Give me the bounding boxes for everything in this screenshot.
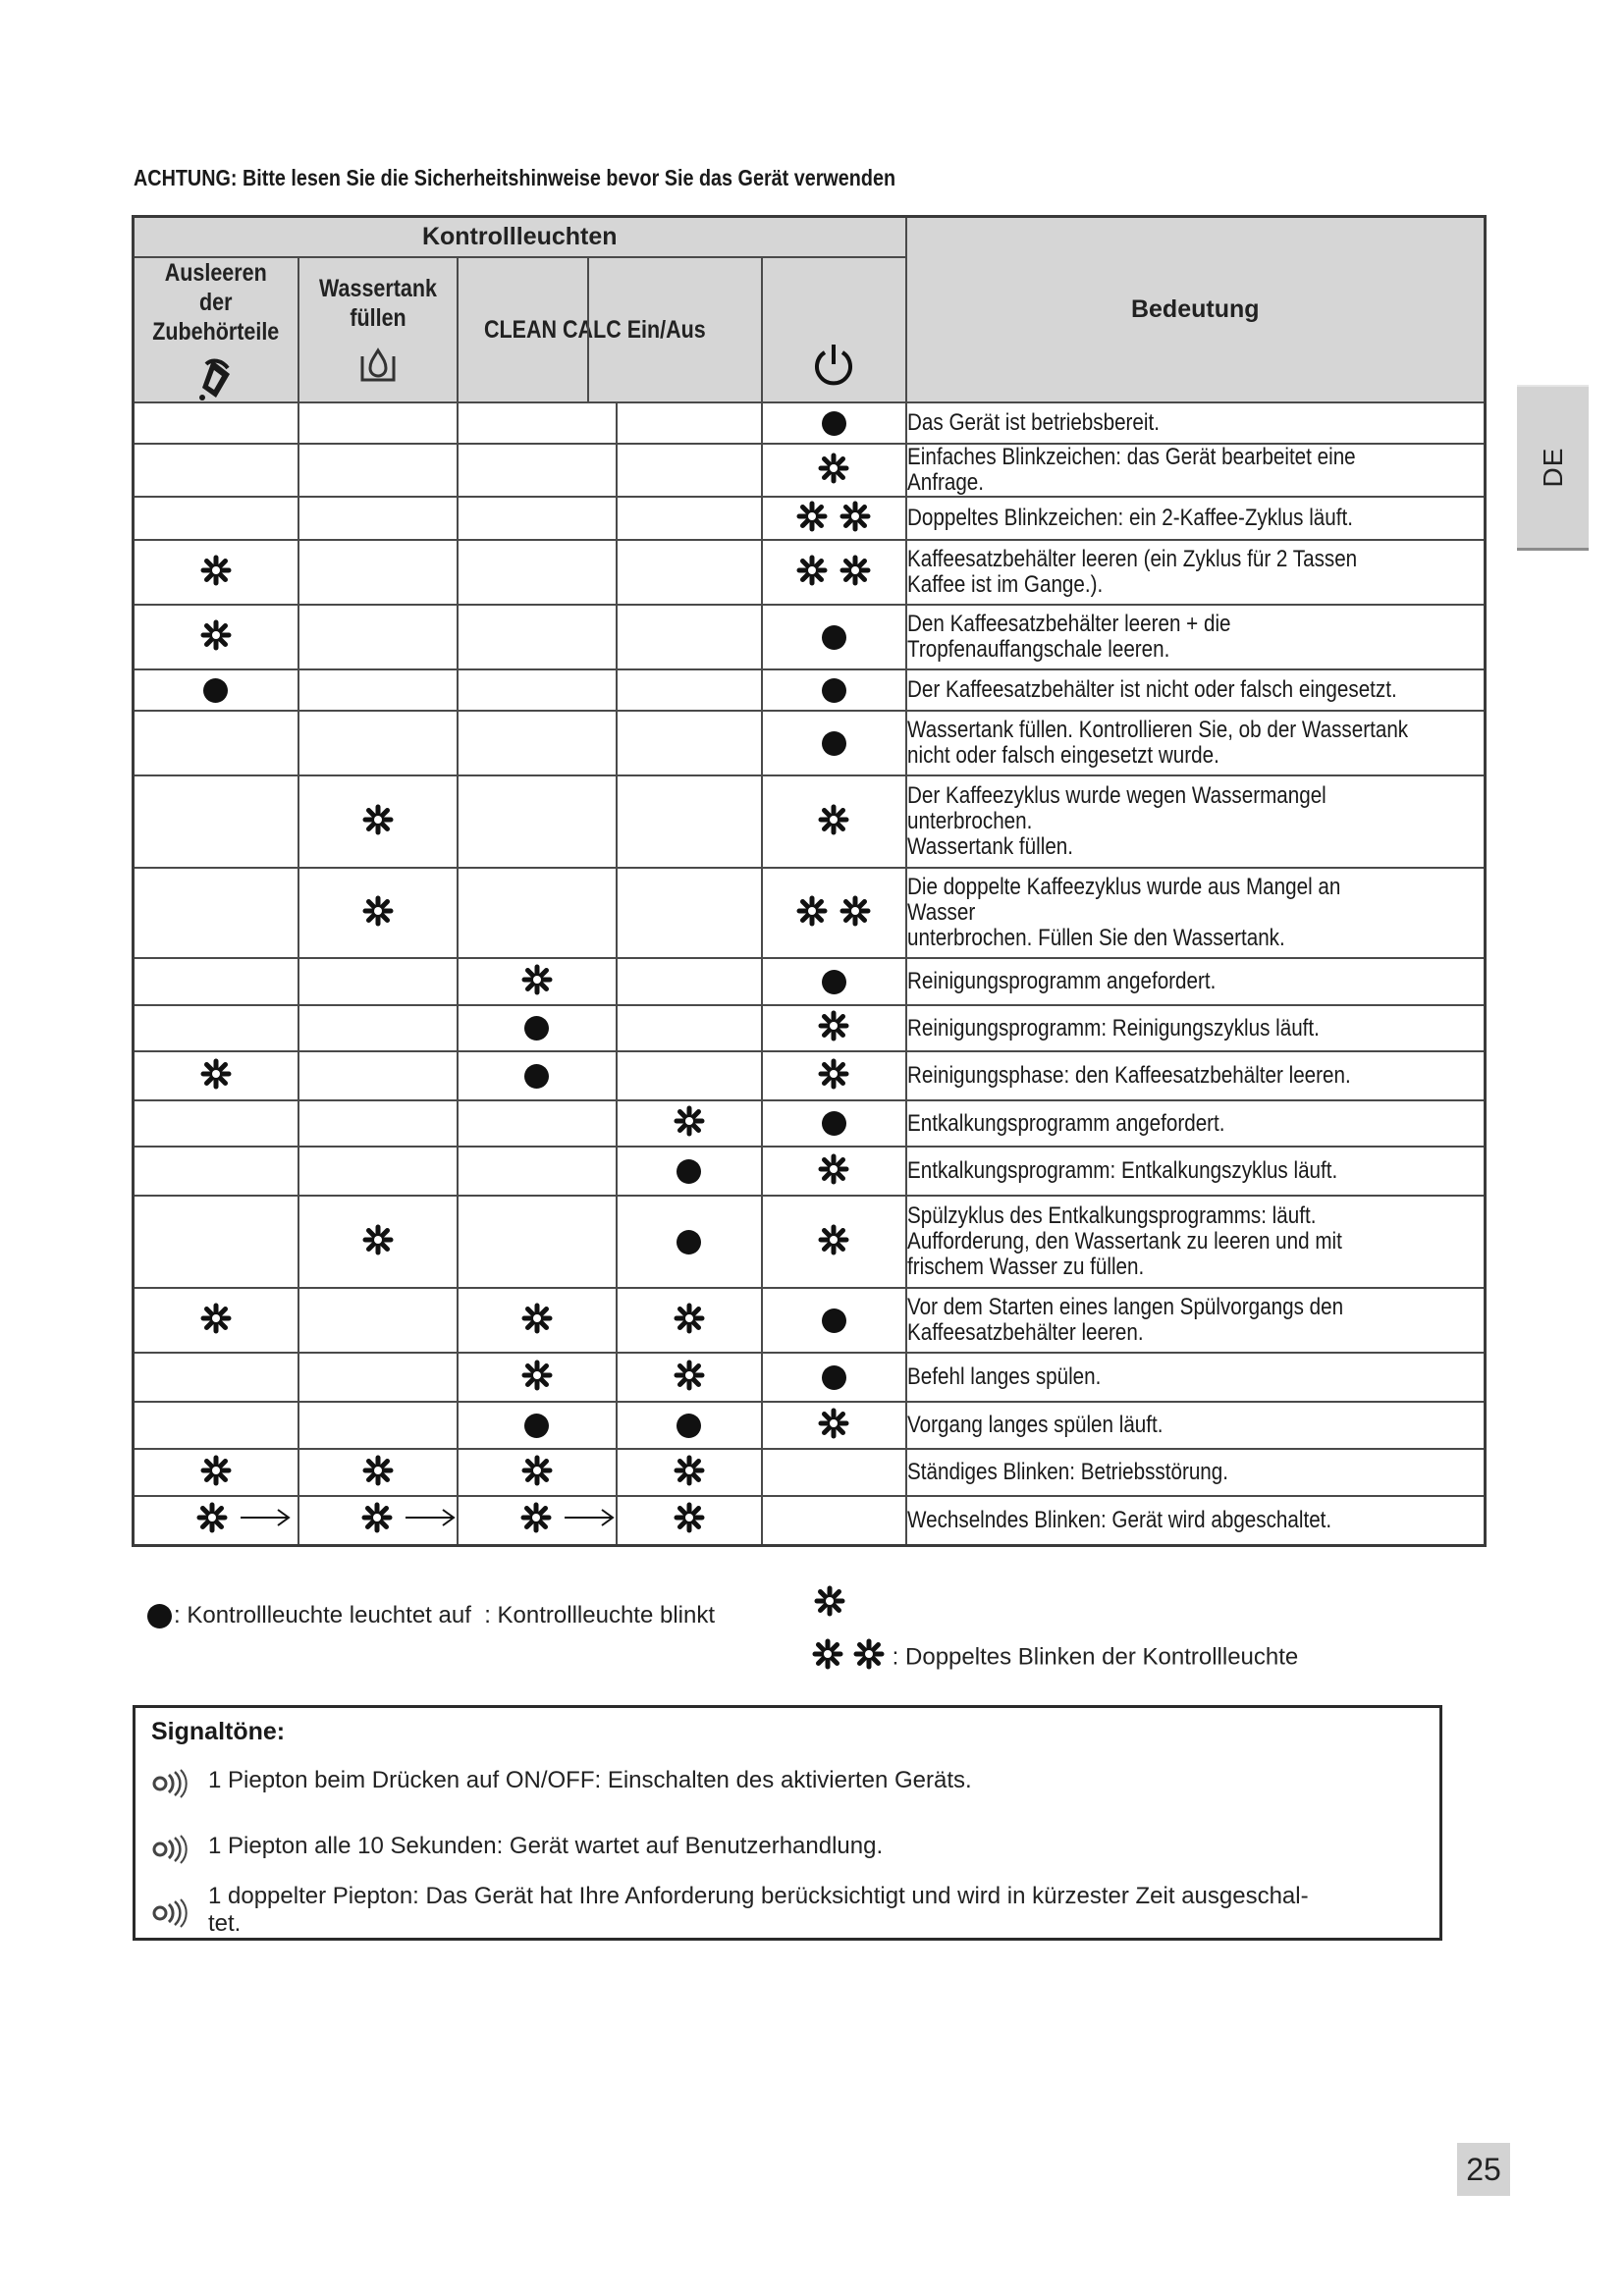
indicator-cell	[134, 775, 298, 868]
indicator-cell	[458, 1288, 617, 1353]
indicator-cell	[298, 868, 458, 958]
blinking-light-icon	[839, 500, 872, 538]
indicator-cell	[134, 1288, 298, 1353]
indicator-cell	[458, 1100, 617, 1147]
indicator-cell	[617, 775, 762, 868]
legend-blink-text: : Kontrollleuchte blinkt	[484, 1602, 715, 1629]
meaning-cell	[906, 1100, 1486, 1147]
indicator-cell	[298, 497, 458, 540]
indicator-cell	[298, 1051, 458, 1100]
meaning-text: Die doppelte Kaffeezyklus wurde aus Mangel an Wasser unterbrochen. Füllen Sie den Wassertank.	[906, 874, 1340, 951]
light-on-icon	[203, 678, 228, 703]
meaning-cell	[906, 1051, 1486, 1100]
blinking-light-icon	[199, 1454, 233, 1492]
table-row	[134, 1100, 1486, 1147]
signal-tones-title: Signaltöne:	[151, 1718, 286, 1745]
meaning-text: Den Kaffeesatzbehälter leeren + die Tropfenauffangschale leeren.	[906, 611, 1231, 663]
blinking-light-icon	[360, 1501, 394, 1539]
signal-item: 1 Piepton alle 10 Sekunden: Gerät wartet auf Benutzerhandlung.	[151, 1833, 1424, 1860]
meaning-text: Kaffeesatzbehälter leeren (ein Zyklus für 2 Tassen Kaffee ist im Gange.).	[906, 546, 1357, 598]
accessory-empty-icon	[194, 356, 238, 401]
safety-warning: ACHTUNG: Bitte lesen Sie die Sicherheitshinweise bevor Sie das Gerät verwenden	[134, 165, 896, 190]
table-row	[134, 868, 1486, 958]
blinking-light-icon	[195, 1501, 229, 1539]
table-row	[134, 497, 1486, 540]
indicator-cell	[617, 711, 762, 775]
table-row	[134, 605, 1486, 669]
blinking-light-icon	[673, 1454, 706, 1492]
meaning-cell	[906, 1402, 1486, 1449]
arrow-right-icon	[563, 1507, 616, 1533]
indicator-cell	[617, 1005, 762, 1051]
indicator-cell	[762, 402, 906, 444]
meaning-text: Vor dem Starten eines langen Spülvorgangs den Kaffeesatzbehälter leeren.	[906, 1294, 1343, 1346]
indicator-cell	[617, 1147, 762, 1196]
meaning-cell	[906, 540, 1486, 605]
indicator-cell	[762, 497, 906, 540]
indicator-cell	[134, 402, 298, 444]
blinking-light-icon	[817, 803, 850, 841]
blinking-light-icon	[199, 554, 233, 592]
indicator-cell	[458, 775, 617, 868]
legend-on-text: : Kontrollleuchte leuchtet auf	[174, 1602, 471, 1629]
meaning-text: Einfaches Blinkzeichen: das Gerät bearbeitet eine Anfrage.	[906, 444, 1356, 496]
power-icon	[811, 341, 856, 390]
indicator-cell	[134, 868, 298, 958]
indicator-cell	[762, 1100, 906, 1147]
indicator-cell	[298, 444, 458, 497]
indicator-cell	[762, 1005, 906, 1051]
light-on-icon	[524, 1064, 549, 1089]
table-row	[134, 711, 1486, 775]
signal-tones-box	[133, 1705, 1442, 1941]
blinking-light-icon	[795, 500, 829, 538]
meaning-cell	[906, 958, 1486, 1005]
blinking-light-icon	[817, 1152, 850, 1191]
indicator-cell	[762, 669, 906, 711]
blinking-light-icon	[519, 1501, 553, 1539]
light-on-icon	[822, 1111, 846, 1136]
col-header-clean-calc: CLEAN CALC Ein/Aus	[458, 257, 762, 402]
indicator-cell	[762, 1353, 906, 1402]
meaning-text: Reinigungsprogramm: Reinigungszyklus läuft.	[906, 1014, 1320, 1041]
indicator-cell	[458, 1353, 617, 1402]
water-tank-icon	[356, 343, 400, 386]
light-on-icon	[524, 1414, 549, 1438]
meaning-text: Der Kaffeesatzbehälter ist nicht oder falsch eingesetzt.	[906, 676, 1397, 703]
indicator-cell	[298, 669, 458, 711]
indicator-cell	[298, 605, 458, 669]
indicator-cell	[762, 775, 906, 868]
blinking-light-icon	[361, 1223, 395, 1261]
light-on-icon	[822, 970, 846, 994]
meaning-cell	[906, 1496, 1486, 1545]
table-row	[134, 775, 1486, 868]
blinking-light-icon	[673, 1104, 706, 1143]
indicator-cell	[617, 669, 762, 711]
table-row	[134, 1353, 1486, 1402]
light-on-icon	[677, 1159, 701, 1184]
table-row	[134, 669, 1486, 711]
signal-item: 1 Piepton beim Drücken auf ON/OFF: Einschalten des aktivierten Geräts.	[151, 1767, 1424, 1794]
blinking-light-icon	[199, 1302, 233, 1340]
arrow-right-icon	[404, 1507, 457, 1533]
indicator-cell	[298, 1496, 458, 1545]
table-row	[134, 1005, 1486, 1051]
meaning-text: Wechselndes Blinken: Gerät wird abgeschaltet.	[906, 1506, 1331, 1533]
indicator-cell	[134, 958, 298, 1005]
indicator-cell	[458, 1402, 617, 1449]
table-row	[134, 1449, 1486, 1496]
indicator-cell	[134, 1051, 298, 1100]
light-on-icon	[524, 1016, 549, 1041]
indicator-cell	[617, 540, 762, 605]
blinking-light-icon	[361, 894, 395, 933]
indicator-cell	[134, 1196, 298, 1288]
meaning-cell	[906, 1196, 1486, 1288]
indicator-cell	[762, 1496, 906, 1545]
col-header-power	[762, 257, 906, 402]
indicator-cell	[458, 711, 617, 775]
indicator-cell	[617, 1449, 762, 1496]
indicator-cell	[134, 1100, 298, 1147]
indicator-cell	[617, 605, 762, 669]
indicator-cell	[617, 1288, 762, 1353]
page-number: 25	[1457, 2143, 1510, 2196]
indicator-cell	[617, 497, 762, 540]
indicator-cell	[617, 1196, 762, 1288]
indicator-cell	[298, 1196, 458, 1288]
meaning-cell	[906, 402, 1486, 444]
table-row	[134, 1196, 1486, 1288]
meaning-cell	[906, 1147, 1486, 1196]
indicator-cell	[134, 1147, 298, 1196]
indicator-cell	[458, 1147, 617, 1196]
meaning-text: Entkalkungsprogramm angefordert.	[906, 1109, 1225, 1137]
light-on-icon	[147, 1604, 172, 1629]
indicator-cell	[617, 402, 762, 444]
meaning-text: Das Gerät ist betriebsbereit.	[906, 409, 1160, 436]
signal-item: 1 doppelter Piepton: Das Gerät hat Ihre Anforderung berücksichtigt und wird in kürzester Zeit ausgeschal- tet.	[151, 1883, 1424, 1938]
blinking-light-icon	[673, 1359, 706, 1397]
arrow-right-icon	[239, 1507, 292, 1533]
indicator-cell	[458, 402, 617, 444]
indicator-cell	[298, 958, 458, 1005]
indicator-cell	[458, 958, 617, 1005]
blinking-light-icon	[817, 1223, 850, 1261]
indicator-cell	[617, 444, 762, 497]
blinking-light-icon	[811, 1637, 844, 1678]
indicator-cell	[298, 711, 458, 775]
blinking-light-icon	[199, 1057, 233, 1095]
light-on-icon	[822, 625, 846, 650]
light-on-icon	[677, 1230, 701, 1255]
blinking-light-icon	[817, 1057, 850, 1095]
meaning-text: Reinigungsprogramm angefordert.	[906, 968, 1216, 994]
meaning-cell	[906, 775, 1486, 868]
light-on-icon	[677, 1414, 701, 1438]
indicator-cell	[298, 1005, 458, 1051]
indicator-cell	[134, 1353, 298, 1402]
meaning-text: Reinigungsphase: den Kaffeesatzbehälter leeren.	[906, 1062, 1351, 1089]
table-row	[134, 1402, 1486, 1449]
speaker-icon	[151, 1898, 192, 1935]
indicator-cell	[458, 1051, 617, 1100]
table-row	[134, 1147, 1486, 1196]
blinking-light-icon	[520, 1454, 554, 1492]
meaning-cell	[906, 1005, 1486, 1051]
indicator-cell	[134, 669, 298, 711]
language-tab	[1517, 385, 1589, 551]
meaning-cell	[906, 1353, 1486, 1402]
meaning-header: Bedeutung	[906, 217, 1486, 403]
indicator-cell	[298, 1147, 458, 1196]
blinking-light-icon	[852, 1637, 886, 1678]
legend-on-blink	[147, 1602, 715, 1629]
indicator-cell	[134, 497, 298, 540]
indicator-cell	[458, 540, 617, 605]
indicator-cell	[762, 1147, 906, 1196]
indicator-cell	[134, 1005, 298, 1051]
legend-double	[811, 1637, 1298, 1678]
meaning-cell	[906, 605, 1486, 669]
indicator-cell	[458, 1449, 617, 1496]
legend-double-text: : Doppeltes Blinken der Kontrollleuchte	[892, 1643, 1299, 1671]
meaning-text: Der Kaffeezyklus wurde wegen Wassermangel unterbrochen. Wassertank füllen.	[906, 782, 1326, 860]
blinking-light-icon	[795, 554, 829, 592]
meaning-cell	[906, 1288, 1486, 1353]
light-on-icon	[822, 1308, 846, 1333]
meaning-text: Ständiges Blinken: Betriebsstörung.	[906, 1459, 1228, 1485]
indicator-cell	[134, 1449, 298, 1496]
blinking-light-icon	[795, 894, 829, 933]
speaker-icon	[151, 1835, 192, 1871]
indicator-cell	[762, 1288, 906, 1353]
blinking-light-icon	[673, 1501, 706, 1539]
table-row	[134, 1496, 1486, 1545]
indicator-cell	[762, 1196, 906, 1288]
indicator-cell	[134, 540, 298, 605]
blinking-light-icon	[817, 1009, 850, 1047]
col-header-accessories: Ausleeren der Zubehörteile	[134, 257, 298, 402]
blinking-light-icon	[673, 1302, 706, 1340]
blinking-light-icon	[839, 554, 872, 592]
indicator-cell	[458, 1005, 617, 1051]
indicator-cell	[458, 1496, 617, 1545]
light-on-icon	[822, 411, 846, 436]
indicator-cell	[762, 958, 906, 1005]
indicator-cell	[458, 868, 617, 958]
indicator-cell	[762, 1402, 906, 1449]
table-row	[134, 958, 1486, 1005]
blinking-light-icon	[361, 803, 395, 841]
light-on-icon	[822, 1365, 846, 1390]
indicator-cell	[298, 1288, 458, 1353]
blinking-light-icon	[839, 894, 872, 933]
table-row	[134, 402, 1486, 444]
indicator-cell	[617, 958, 762, 1005]
meaning-text: Spülzyklus des Entkalkungsprogramms: läuft. Aufforderung, den Wassertank zu leeren und mit frischem Wasser zu füllen.	[906, 1202, 1342, 1280]
blinking-light-icon	[813, 1584, 846, 1623]
indicator-cell	[458, 605, 617, 669]
indicator-cell	[762, 1051, 906, 1100]
indicator-cell	[617, 1496, 762, 1545]
indicator-cell	[458, 1196, 617, 1288]
indicator-cell	[298, 775, 458, 868]
indicator-cell	[762, 1449, 906, 1496]
indicator-cell	[762, 540, 906, 605]
indicator-cell	[762, 868, 906, 958]
meaning-text: Vorgang langes spülen läuft.	[906, 1412, 1163, 1438]
blinking-light-icon	[817, 1407, 850, 1445]
indicator-cell	[298, 1449, 458, 1496]
indicator-cell	[458, 669, 617, 711]
indicator-cell	[458, 497, 617, 540]
table-row	[134, 1288, 1486, 1353]
indicator-cell	[617, 1100, 762, 1147]
table-row	[134, 540, 1486, 605]
indicator-cell	[298, 1100, 458, 1147]
col-header-water-tank: Wassertank füllen	[298, 257, 458, 402]
table-row	[134, 444, 1486, 497]
meaning-text: Wassertank füllen. Kontrollieren Sie, ob der Wassertank nicht oder falsch eingesetzt wurde.	[906, 717, 1408, 769]
indicator-cell	[134, 711, 298, 775]
indicator-cell	[617, 1353, 762, 1402]
indicator-cell	[617, 868, 762, 958]
blinking-light-icon	[199, 618, 233, 657]
indicator-cell	[298, 1402, 458, 1449]
meaning-cell	[906, 711, 1486, 775]
indicator-cell	[298, 540, 458, 605]
meaning-cell	[906, 669, 1486, 711]
meaning-text: Entkalkungsprogramm: Entkalkungszyklus läuft.	[906, 1157, 1337, 1184]
indicator-cell	[134, 605, 298, 669]
meaning-text: Befehl langes spülen.	[906, 1363, 1101, 1390]
blinking-light-icon	[361, 1454, 395, 1492]
indicator-cell	[298, 1353, 458, 1402]
language-tab-label: DE	[1537, 447, 1568, 488]
indicator-cell	[762, 711, 906, 775]
legend-blink-icon-wrap	[813, 1584, 846, 1623]
blinking-light-icon	[817, 452, 850, 490]
indicator-cell	[458, 444, 617, 497]
meaning-cell	[906, 868, 1486, 958]
indicator-cell	[762, 444, 906, 497]
meaning-cell	[906, 497, 1486, 540]
meaning-cell	[906, 444, 1486, 497]
indicator-table	[132, 215, 1487, 1547]
light-on-icon	[822, 678, 846, 703]
indicator-cell	[617, 1051, 762, 1100]
blinking-light-icon	[520, 963, 554, 1001]
light-on-icon	[822, 731, 846, 756]
blinking-light-icon	[520, 1359, 554, 1397]
indicator-cell	[762, 605, 906, 669]
indicator-group-header: Kontrollleuchten	[134, 217, 906, 258]
indicator-cell	[134, 1402, 298, 1449]
indicator-cell	[298, 402, 458, 444]
indicator-cell	[617, 1402, 762, 1449]
indicator-cell	[134, 1496, 298, 1545]
table-row	[134, 1051, 1486, 1100]
meaning-cell	[906, 1449, 1486, 1496]
blinking-light-icon	[520, 1302, 554, 1340]
indicator-cell	[134, 444, 298, 497]
speaker-icon	[151, 1769, 192, 1805]
meaning-text: Doppeltes Blinkzeichen: ein 2-Kaffee-Zyklus läuft.	[906, 505, 1353, 531]
